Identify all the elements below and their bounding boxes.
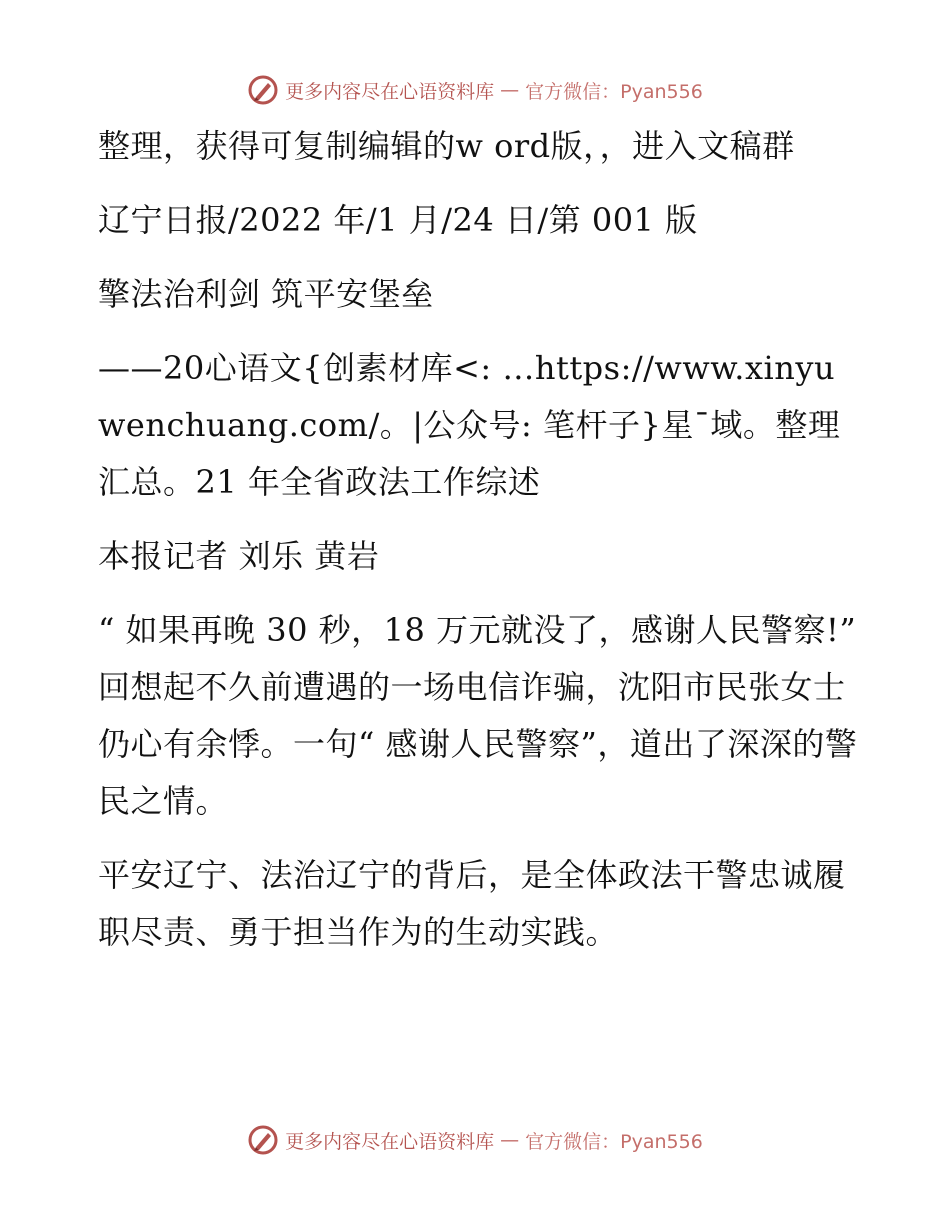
document-body [98, 118, 858, 978]
article-subtitle: ——20心语文{创素材库<: …https://www.xinyuwenchuang.com/。|公众号: 笔杆子}星¯域。整理汇总。21 年全省政法工作综述 [98, 349, 841, 501]
article-title: 擎法治利剑 筑平安堡垒 [98, 275, 434, 313]
paragraph-intro: 整理，获得可复制编辑的w ord版，，进入文稿群 [98, 127, 795, 165]
footer-watermark [0, 1120, 950, 1160]
watermark-separator: — [500, 1129, 520, 1151]
paragraph-body-1: “ 如果再晚 30 秒，18 万元就没了，感谢人民警察!” 回想起不久前遭遇的一场电信诈骗，沈阳市民张女士仍心有余悸。一句“ 感谢人民警察”，道出了深深的警民之情。 [98, 611, 858, 820]
header-watermark [0, 70, 950, 110]
watermark-text: 更多内容尽在心语资料库 [285, 80, 495, 103]
article-byline: 本报记者 刘乐 黄岩 [98, 537, 380, 575]
pen-circle-logo-icon [247, 74, 279, 106]
watermark-text: 更多内容尽在心语资料库 [285, 1130, 495, 1153]
watermark-contact: 官方微信：Pyan556 [525, 1130, 703, 1153]
pen-circle-logo-icon [247, 1124, 279, 1156]
watermark-separator: — [500, 79, 520, 101]
paragraph-body-2: 平安辽宁、法治辽宁的背后，是全体政法干警忠诚履职尽责、勇于担当作为的生动实践。 [98, 856, 846, 951]
paragraph-source-line: 辽宁日报/2022 年/1 月/24 日/第 001 版 [98, 201, 698, 239]
watermark-contact: 官方微信：Pyan556 [525, 80, 703, 103]
